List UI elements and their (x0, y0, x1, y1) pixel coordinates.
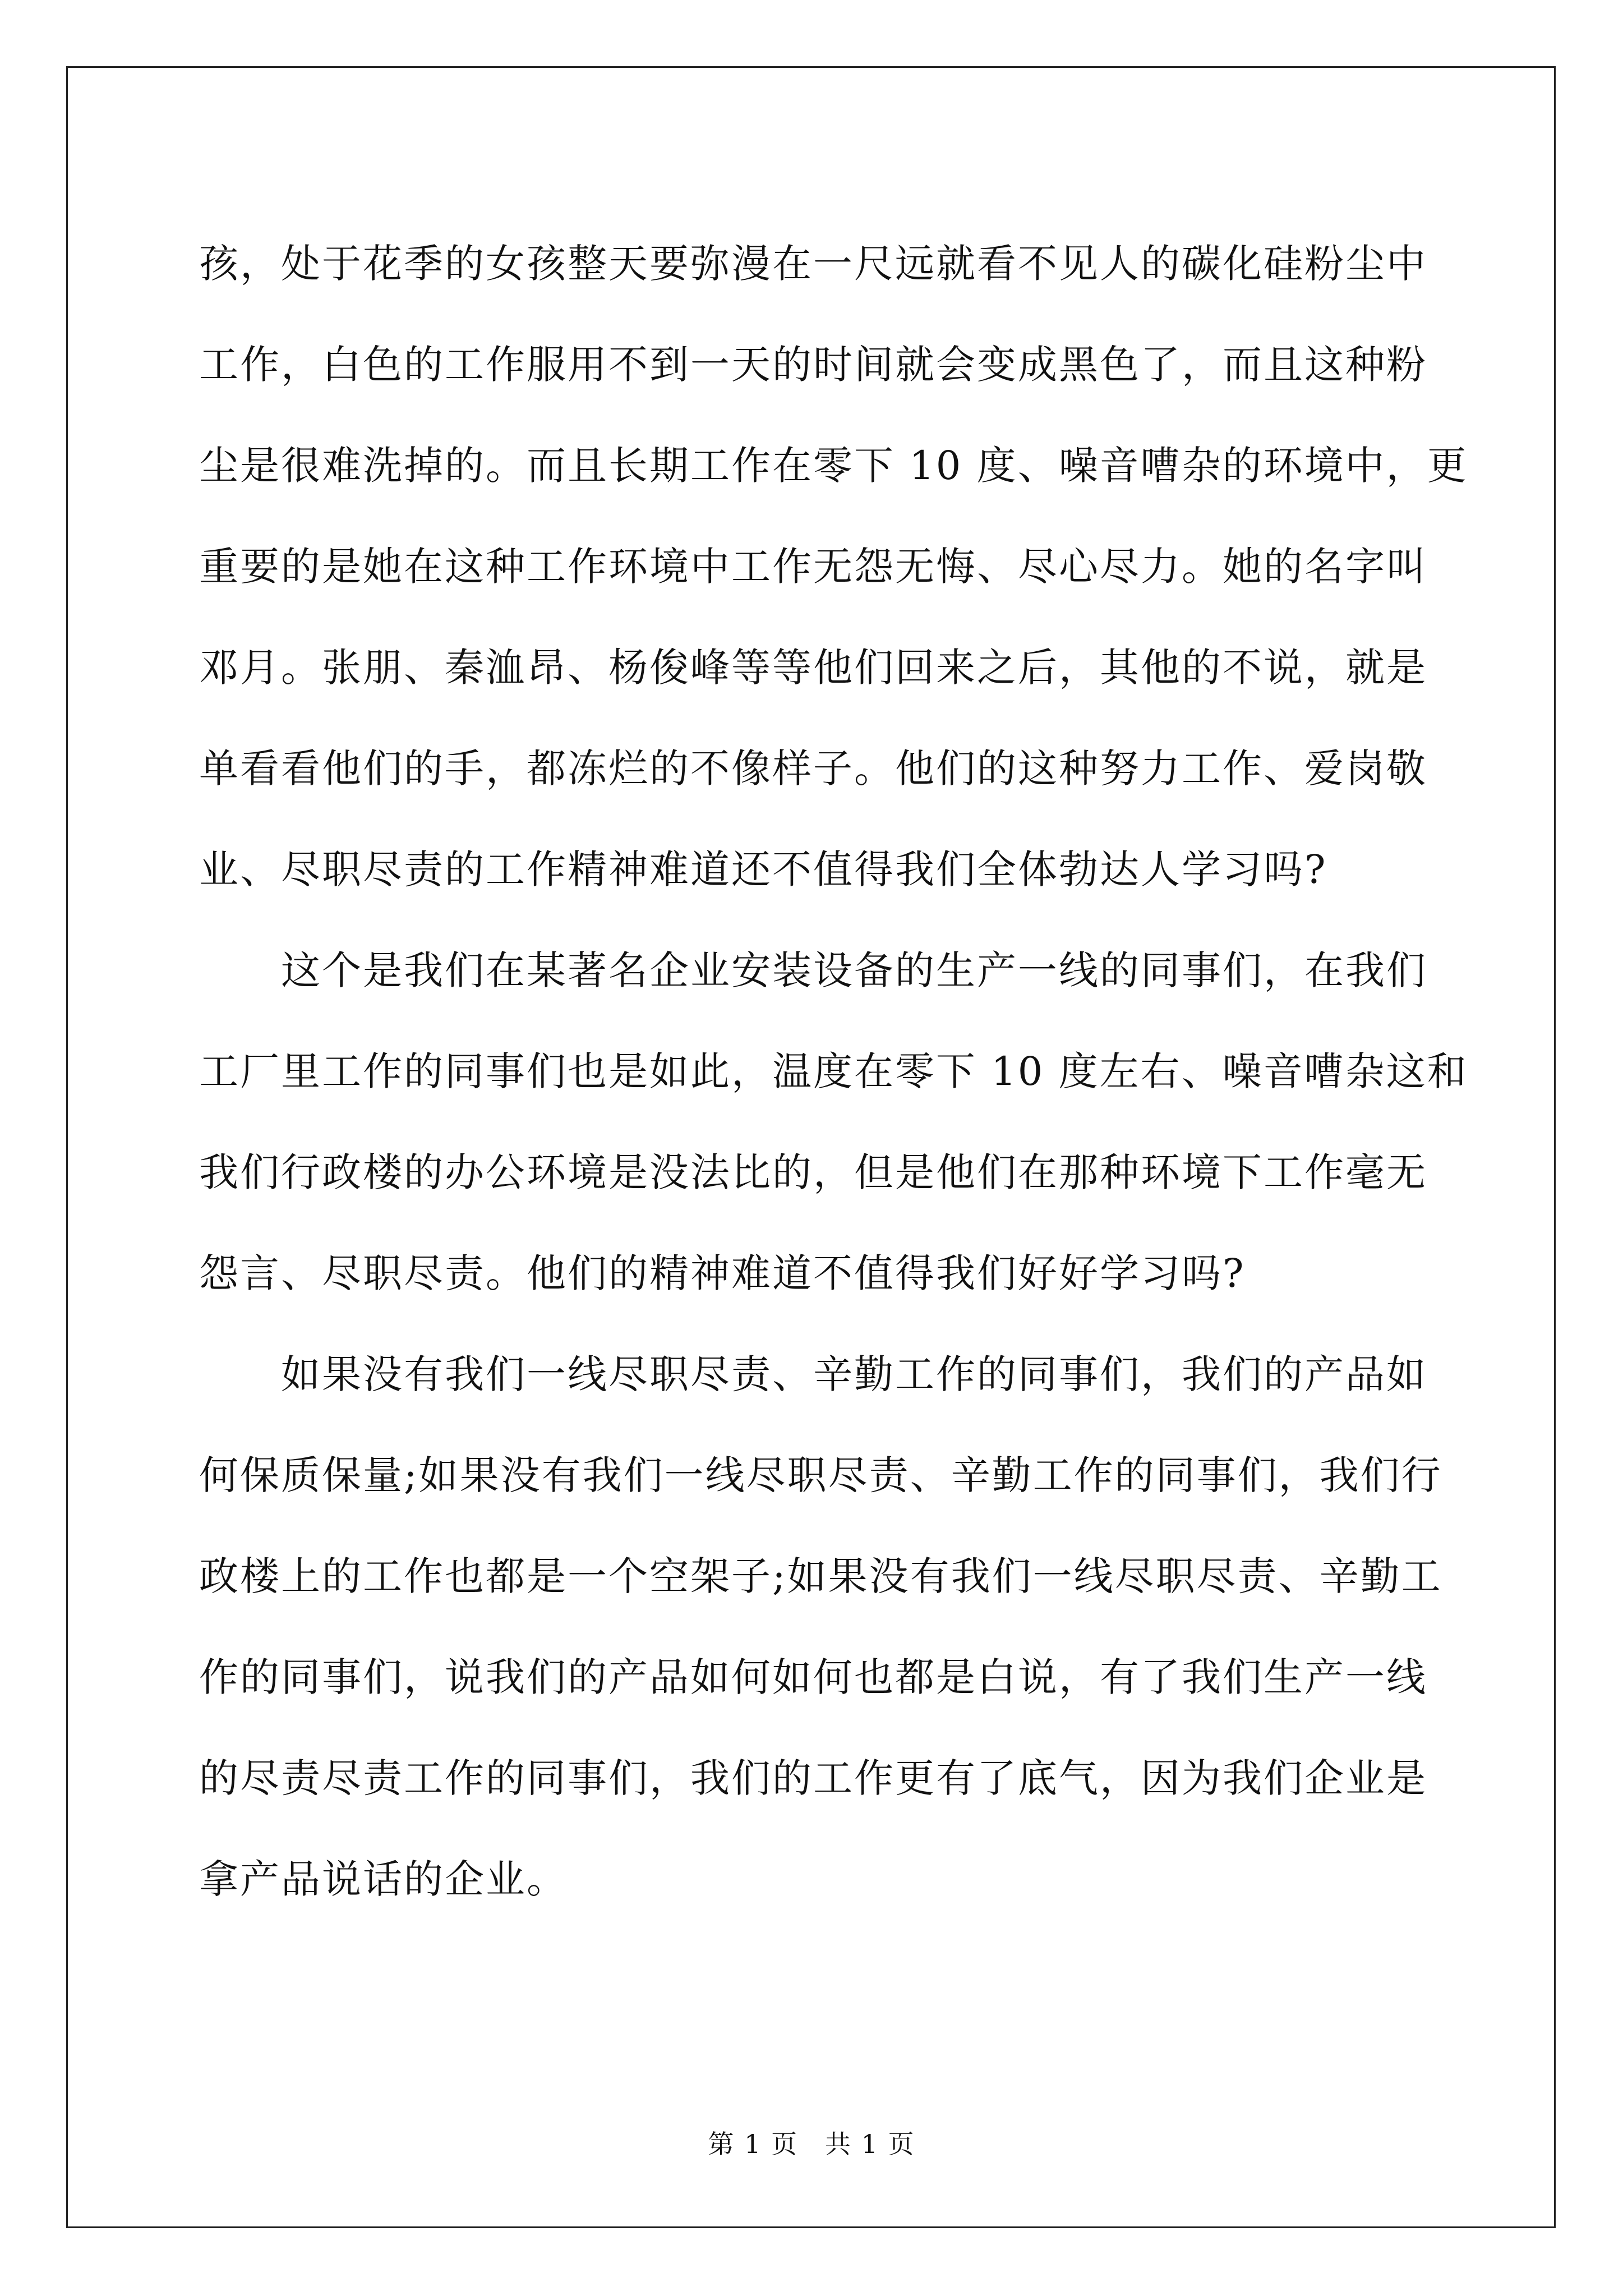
text-line: 孩，处于花季的女孩整天要弥漫在一尺远就看不见人的碳化硅粉尘中 (199, 241, 1427, 287)
page-number: 第 1 页 (708, 2129, 798, 2159)
text-line: 邓月。张朋、秦洫昂、杨俊峰等等他们回来之后，其他的不说，就是 (199, 645, 1427, 691)
text-line: 重要的是她在这种工作环境中工作无怨无悔、尽心尽力。她的名字叫 (199, 544, 1427, 590)
text-line: 怨言、尽职尽责。他们的精神难道不值得我们好好学习吗? (199, 1250, 1246, 1296)
text-line: 单看看他们的手，都冻烂的不像样子。他们的这种努力工作、爱岗敬 (199, 746, 1427, 792)
document-body (199, 213, 1468, 1930)
text-line: 的尽责尽责工作的同事们，我们的工作更有了底气，因为我们企业是 (199, 1755, 1427, 1801)
text-line: 工厂里工作的同事们也是如此，温度在零下 10 度左右、噪音嘈杂这和 (199, 1048, 1468, 1094)
text-line: 政楼上的工作也都是一个空架子;如果没有我们一线尽职尽责、辛勤工 (199, 1553, 1442, 1599)
paragraph-start-line: 这个是我们在某著名企业安装设备的生产一线的同事们，在我们 (199, 947, 1427, 993)
page-footer (0, 2127, 1623, 2161)
text-line: 作的同事们，说我们的产品如何如何也都是白说，有了我们生产一线 (199, 1654, 1427, 1700)
text-line: 何保质保量;如果没有我们一线尽职尽责、辛勤工作的同事们，我们行 (199, 1452, 1442, 1498)
text-line: 拿产品说话的企业。 (199, 1856, 568, 1902)
paragraph-start-line: 如果没有我们一线尽职尽责、辛勤工作的同事们，我们的产品如 (199, 1351, 1427, 1397)
text-line: 工作，白色的工作服用不到一天的时间就会变成黑色了，而且这种粉 (199, 342, 1427, 388)
text-line: 尘是很难洗掉的。而且长期工作在零下 10 度、噪音嘈杂的环境中，更 (199, 443, 1468, 489)
page-total: 共 1 页 (825, 2129, 915, 2159)
text-line: 业、尽职尽责的工作精神难道还不值得我们全体勃达人学习吗? (199, 846, 1327, 892)
text-line: 我们行政楼的办公环境是没法比的，但是他们在那种环境下工作毫无 (199, 1149, 1427, 1195)
